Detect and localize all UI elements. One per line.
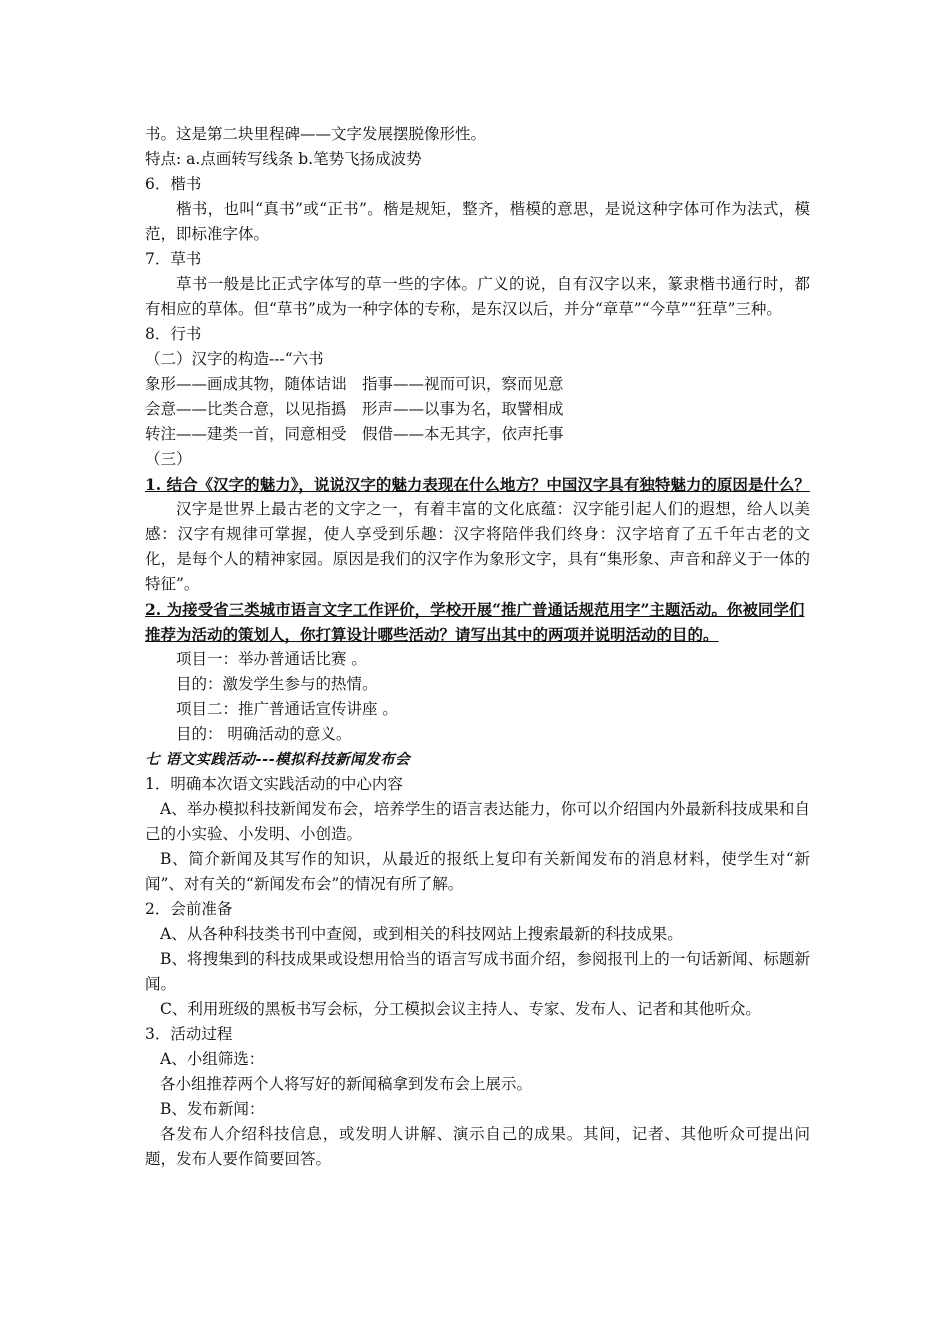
subsection-heading: （三）: [145, 450, 192, 468]
answer-line: 项目一：举办普通话比赛 。: [176, 650, 367, 668]
list-item-detail: 各小组推荐两个人将写好的新闻稿拿到发布会上展示。: [160, 1075, 533, 1093]
chapter-heading: 七 语文实践活动---模拟科技新闻发布会: [145, 751, 411, 768]
paragraph: 楷书，也叫“真书”或“正书”。楷是规矩，整齐，楷模的意思，是说这种字体可作为法式，模范，即标准字体。: [145, 200, 810, 243]
answer-line: 目的： 明确活动的意义。: [176, 725, 352, 743]
six-categories-line: 转注——建类一首，同意相受 假借——本无其字，依声托事: [145, 425, 564, 443]
list-item: B、将搜集到的科技成果或设想用恰当的语言写成书面介绍，参阅报刊上的一句话新闻、标题新闻。: [145, 950, 810, 993]
document-page: [145, 122, 810, 1172]
question: 2. 为接受省三类城市语言文字工作评价，学校开展“推广普通话规范用字”主题活动。你被同学们推荐为活动的策划人，你打算设计哪些活动？请写出其中的两项并说明活动的目的。: [145, 600, 805, 644]
six-categories-line: 会意——比类合意，以见指撝 形声——以事为名，取譬相成: [145, 400, 564, 418]
list-heading: 2．会前准备: [145, 900, 233, 918]
answer-paragraph: 汉字是世界上最古老的文字之一，有着丰富的文化底蕴：汉字能引起人们的遐想，给人以美感：汉字有规律可掌握，使人享受到乐趣：汉字将陪伴我们终身：汉字培育了五千年古老的文化，是每个人的精神家园。原因是我们的汉字作为象形文字，具有“集形象、声音和辞义于一体的特征”。: [145, 500, 810, 593]
list-item: B、简介新闻及其写作的知识，从最近的报纸上复印有关新闻发布的消息材料，使学生对“新闻”、对有关的“新闻发布会”的情况有所了解。: [145, 850, 810, 893]
list-heading: 3．活动过程: [145, 1025, 233, 1043]
list-heading: 1．明确本次语文实践活动的中心内容: [145, 775, 403, 793]
list-item: A、从各种科技类书刊中查阅，或到相关的科技网站上搜索最新的科技成果。: [160, 925, 683, 943]
list-item: B、发布新闻：: [160, 1100, 265, 1118]
section-heading: 7．草书: [145, 250, 202, 268]
section-heading: 8．行书: [145, 325, 202, 343]
answer-line: 目的：激发学生参与的热情。: [176, 675, 378, 693]
list-item: A、举办模拟科技新闻发布会，培养学生的语言表达能力，你可以介绍国内外最新科技成果和自己的小实验、小发明、小创造。: [145, 800, 810, 843]
text-line: 特点: a.点画转写线条 b.笔势飞扬成波势: [145, 150, 422, 168]
text-line: 书。这是第二块里程碑——文字发展摆脱像形性。: [145, 125, 487, 143]
list-item-detail: 各发布人介绍科技信息，或发明人讲解、演示自己的成果。其间，记者、其他听众可提出问题，发布人要作简要回答。: [145, 1125, 810, 1168]
list-item: C、利用班级的黑板书写会标，分工模拟会议主持人、专家、发布人、记者和其他听众。: [160, 1000, 761, 1018]
list-item: A、小组筛选：: [160, 1050, 265, 1068]
subsection-heading: （二）汉字的构造---“六书: [145, 350, 324, 368]
six-categories-line: 象形——画成其物，随体诘诎 指事——视而可识，察而见意: [145, 375, 564, 393]
question: 1. 结合《汉字的魅力》，说说汉字的魅力表现在什么地方？中国汉字具有独特魅力的原因是什么？: [145, 475, 810, 494]
section-heading: 6．楷书: [145, 175, 202, 193]
answer-line: 项目二：推广普通话宣传讲座 。: [176, 700, 398, 718]
paragraph: 草书一般是比正式字体写的草一些的字体。广义的说，自有汉字以来，篆隶楷书通行时，都有相应的草体。但“草书”成为一种字体的专称，是东汉以后，并分“章草”“今草”“狂草”三种。: [145, 275, 810, 318]
